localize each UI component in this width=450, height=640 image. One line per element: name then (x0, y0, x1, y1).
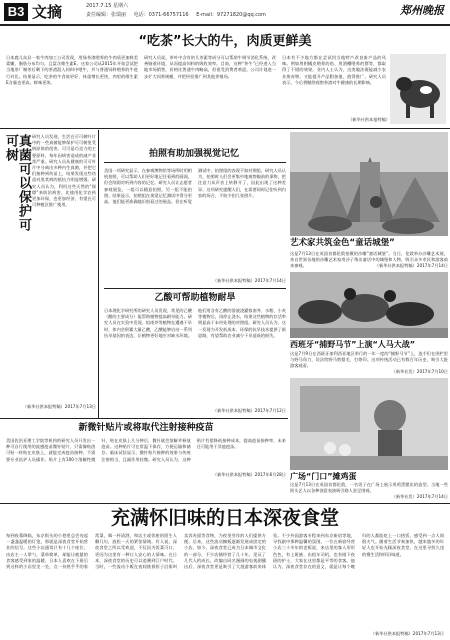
square-egg-caption: 这是7月13日在英国首都伦敦，一名男子在广场上展示用鸡蛋摆出的造型。当地一些街头艺人以各种创意表演吸引路人驻足围观。 (290, 482, 448, 494)
square-egg-credit: （新华社发）2017年7月14日 (391, 494, 448, 499)
square-egg-photo (290, 378, 448, 470)
cow-article-title: “吃茶”长大的牛，肉质更鲜美 (138, 34, 312, 49)
cow-article-source: （新华社供本报特稿） (348, 117, 390, 122)
fungi-vertical-title: 真菌可以保护可可树 (3, 134, 31, 232)
sand-castle-credit: （新华社供本报特稿）2017年7月14日 (374, 263, 448, 268)
wild-horses-photo (290, 272, 448, 338)
wild-horses-credit: （新华社发）2017年7月10日 (391, 369, 448, 374)
vaccine-patch-body: 美国佐治亚理工学院等机构的研究人员开发出一种可自行使用的流感疫苗微针贴片，只需像贴创可贴一样贴在皮肤上，就能完成疫苗接种，不需要专业医护人员操作。贴片上有100个溶解性微针，贴在皮肤上几分钟后，微针就会溶解并释放疫苗。这种贴片可在常温下保存，方便运输和储存。临床试验显示，微针贴片接种的效果与传统注射相当，且副作用轻微。研究人员认为，这种贴片有望降低接种成本，提高疫苗接种率，未来还可能用于其他疫苗。 (6, 438, 286, 462)
sand-castle-caption: 这是7月13日在英国首都伦敦拍摄的沙雕“童话城堡”。当日，伦敦举办沙雕艺术展，来自世界各地的沙雕艺术家用沙子堆出童话中的城堡和人物，吸引众多市民和游客前来参观。 (290, 251, 448, 269)
vaccine-patch-title: 新微针贴片或将取代注射接种疫苗 (78, 423, 214, 433)
photo-memory-body: 美国一项研究显示，在参观博物馆等场所时用相机拍照，可以帮助人们更好地记住看到的画面，但会削弱对听到内容的记忆。研究人员让志愿者参观展览，一组可以随意拍照，另一组不能拍照。结果显示，拍照组在视觉记忆测试中得分更高，他们能更准确地识别看过的展品。但在听觉测试中，拍照组的表现不如对照组。研究人员认为，拍照时人们会更集中地观察眼前的事物，把注意力从声音上转移开了，因此出现了这种差异。这项研究提醒人们，在需要同时记住听到内容的场合，不妨少拍几张照片。 (104, 168, 286, 205)
sand-castle-photo (290, 132, 448, 236)
masthead-phone: 电话：0371-66757116 (133, 12, 189, 18)
late-night-diner-body: 每到夜幕降临，东京街头的小巷里总会亮起一盏盏温暖的灯笼，那就是深夜食堂开始营业的信号。这些小店通常只有十几个座位，由店主一人掌勺，菜单简单，却能让疲惫的食客感受到家的温暖。日本人喜欢在下班后到这样的小店里坐一坐，点一份热乎乎的家常菜，喝一杯清酒，和店主或邻座的陌生人聊几句，放松一天的紧张情绪。有人说，深夜食堂之所以受欢迎，不仅因为饭菜可口，更因为这里有一种让人安心的人情味。在日本，深夜食堂的历史可以追溯到江户时代。当时，一些流动小贩在夜间挑着担子沿街叫卖荞麦面等食物，为夜里劳作的人们提供方便。后来，这些流动摊贩逐渐发展成固定的小店。如今，深夜食堂已成为日本城市文化的一部分，不少店铺经营了几十年，见证了几代人的成长。改编自同名漫画的电视剧播出后，深夜食堂更是吸引了大批游客前来体验。不少外国游客专程来到东京新宿等地，寻找剧中那种温馨的氛围。一位在新宿经营小店三十多年的老板说，来店里的客人形形色色，有上班族、出租车司机，也有刚下夜班的护士，大家在这里都是平等的食客。他认为，深夜食堂存在的意义，就是让每个晚归的人都能吃上一口热饭，感受到一点人间烟火气。随着生活节奏加快，越来越多的年轻人也开始光顾深夜食堂，在这里寻找久违的慢生活和怀旧味道。 (6, 533, 444, 570)
section-name: 文摘 (32, 3, 63, 21)
late-night-diner-title: 充满怀旧味的日本深夜食堂 (110, 507, 339, 529)
cow-article-body-right: 日本有不少地方都在尝试用当地特产改良畜产品的风味。例如用柑橘皮喂养的鱼、用酒糟喂养的猪等，都取得了不错的效果。业内人士认为，这类做法既能减少农业废弃物，又能提升产品附加值，值得推广。研究人员表示，今后将继续观察茶渣对牛健康的长期影响。 (282, 55, 386, 85)
paper-name-logo: 郑州晚报 (400, 4, 444, 17)
photo-memory-source: （新华社供本报特稿）2017年7月14日 (212, 278, 286, 283)
sand-castle-title: 艺术家共筑金色“童话城堡” (290, 238, 395, 248)
acetic-acid-body: 日本理化学研究所的研究人员发现，常见的乙酸（醋的主要成分）能帮助植物提高耐旱能力。研究人员在实验中发现，拟南芥等植物在遭遇干旱时，体内会积累大量乙酸，乙酸能够启动一系列抗旱基因的表达，让植物更好地应对缺水环境。他们用含有乙酸的溶液浇灌拟南芥、水稻、小麦等植物后，再停止浇水，结果这些植物的存活率明显高于未经处理的对照组。研究人员认为，这一发现为开发低成本、环保的抗旱技术提供了新思路，有望帮助农业减少干旱造成的损失。 (104, 308, 286, 338)
photo-memory-title: 拍照有助加强视觉记忆 (148, 149, 239, 159)
acetic-acid-source: （新华社供本报特稿）2017年7月12日 (212, 408, 286, 413)
cow-article-body-mid: 研究人员说，茶叶中含有的儿茶素等成分可以帮助牛调节消化系统，改善肠道环境，从而提高饲料的吸收效率。目前，这种“茶牛”已经进入当地市场销售，价格比普通牛肉略高，但很受消费者欢迎。公司计划进一步扩大饲养规模，并把经验推广到其他养殖场。 (144, 55, 276, 79)
late-night-diner-source: （新华社供本报特稿）2017年7月13日 (370, 631, 444, 636)
masthead-rule (0, 24, 450, 26)
fungi-article-source: （新华社供本报特稿）2017年7月13日 (22, 404, 96, 409)
page-code: B3 (4, 3, 28, 21)
square-egg-title: 广场“门口”摊鸡蛋 (290, 472, 357, 481)
wild-horses-title: 西班牙“捕野马节”上演“人马大战” (290, 340, 416, 349)
masthead-date: 2017.7.15 星期六 (86, 3, 129, 9)
fungi-article-body: 研究人员发现，生活在可可树叶片中的一些真菌能够保护可可树免受病原体的侵害。可可是巧克力的主要原料，每年因病害造成的减产非常严重。研究人员从健康的可可叶片中分离出多种内生真菌，并把它们接种到幼苗上，结果发现这些幼苗对黑荚病的抵抗力明显增强。研究人员认为，利用这些天然的“保镖”来防治病害，比使用化学农药更加环保，也更加经济，有望在可可种植区推广使用。 (32, 134, 96, 208)
wild-horses-caption: 这是7月9日在西班牙加利西亚地区举行的一年一度的“捕野马节”上，选手们在围栏里与野马角力，设法给野马剪鬃毛、打烙印。这项传统活动已有数百年历史，吸引大批游客观看。 (290, 351, 448, 369)
vaccine-patch-source: （新华社供本报特稿）2017年6月28日 (212, 472, 286, 477)
masthead-editor: 责任编辑：张瑞丽 (86, 12, 127, 18)
masthead-email: E-mail：97271820@qq.com (196, 12, 266, 18)
cow-photo (390, 54, 446, 124)
acetic-acid-title: 乙酸可帮助植物耐旱 (154, 293, 236, 303)
cow-article-body-left: 日本鹿儿岛县一家牛肉加工公司发现，用绿茶渣喂养的牛肉质更加鲜美柔嫩，脂肪分布均匀，且富含维生素E。这家公司从2015年开始尝试把当地茶厂制茶后剩下的茶渣混入饲料中喂牛，并与普通饲料喂养的牛进行对比。结果显示，吃茶的牛食欲更好、体重增长更快，肉里的维生素E含量也更高，鲜味更浓。 (6, 55, 138, 85)
masthead (0, 0, 450, 24)
